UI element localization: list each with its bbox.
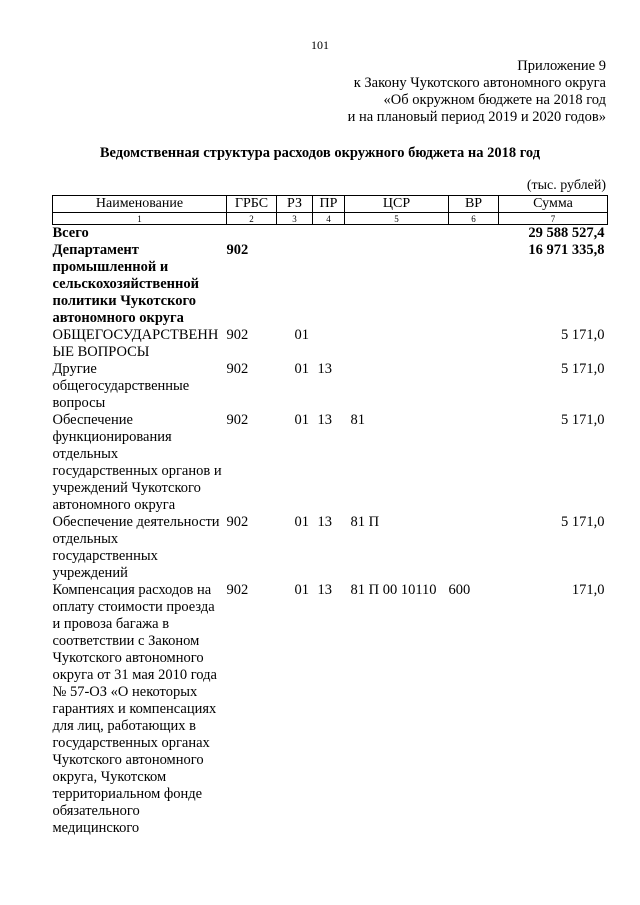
row-sum: 171,0	[571, 582, 605, 598]
row-grbs: 902	[226, 412, 249, 428]
row-sum: 5 171,0	[561, 361, 605, 377]
row-vr	[449, 412, 499, 514]
appendix-header	[348, 58, 606, 126]
row-grbs: 902	[226, 514, 249, 530]
row-csr	[345, 225, 449, 243]
row-sum: 29 588 527,4	[528, 225, 605, 241]
row-csr: 81 П 00 10110	[350, 582, 437, 598]
table-row	[53, 225, 608, 243]
table-row	[53, 327, 608, 361]
column-number: 5	[345, 213, 449, 225]
table-row	[53, 412, 608, 514]
row-pr	[313, 242, 345, 327]
column-number: 2	[227, 213, 277, 225]
row-csr: 81 П	[350, 514, 380, 530]
budget-table	[52, 195, 608, 837]
appendix-line-1: Приложение 9	[517, 58, 606, 74]
appendix-line-4: и на плановый период 2019 и 2020 годов»	[347, 109, 606, 125]
row-name: Всего	[52, 225, 89, 241]
header-rz: РЗ	[277, 196, 313, 213]
column-number: 7	[499, 213, 608, 225]
row-sum: 5 171,0	[561, 327, 605, 343]
table-row	[53, 514, 608, 582]
row-rz: 01	[294, 412, 309, 428]
row-grbs	[227, 225, 277, 243]
row-name: Другие общегосударственные вопросы	[52, 361, 190, 411]
row-vr	[449, 225, 499, 243]
row-vr	[449, 361, 499, 412]
column-number: 3	[277, 213, 313, 225]
row-name: Департамент промышленной и сельскохозяйственной политики Чукотского автономного округа	[52, 242, 199, 326]
row-grbs: 902	[226, 361, 249, 377]
column-numbering-row	[53, 213, 608, 225]
row-pr: 13	[317, 412, 332, 428]
row-rz: 01	[294, 514, 309, 530]
row-csr	[345, 361, 449, 412]
row-csr	[345, 242, 449, 327]
column-number: 6	[449, 213, 499, 225]
row-name: Обеспечение деятельности отдельных государственных учреждений	[52, 514, 220, 581]
table-row	[53, 361, 608, 412]
row-csr	[345, 327, 449, 361]
header-name: Наименование	[53, 196, 227, 213]
row-sum: 5 171,0	[561, 514, 605, 530]
row-pr: 13	[317, 514, 332, 530]
header-sum: Сумма	[499, 196, 608, 213]
row-grbs: 902	[226, 242, 249, 258]
row-sum: 16 971 335,8	[528, 242, 605, 258]
column-number: 1	[53, 213, 227, 225]
row-rz	[277, 242, 313, 327]
table-row	[53, 582, 608, 837]
row-rz: 01	[294, 582, 309, 598]
units-label: (тыс. рублей)	[526, 178, 606, 193]
page-number: 101	[311, 38, 329, 52]
row-vr	[449, 514, 499, 582]
header-pr: ПР	[313, 196, 345, 213]
row-sum: 5 171,0	[561, 412, 605, 428]
row-rz	[277, 225, 313, 243]
row-name: ОБЩЕГОСУДАРСТВЕННЫЕ ВОПРОСЫ	[52, 327, 219, 360]
row-csr: 81	[350, 412, 365, 428]
appendix-line-2: к Закону Чукотского автономного округа	[353, 75, 606, 91]
header-vr: ВР	[449, 196, 499, 213]
table-row	[53, 242, 608, 327]
header-csr: ЦСР	[345, 196, 449, 213]
row-grbs: 902	[226, 327, 249, 343]
row-rz: 01	[294, 327, 309, 343]
header-grbs: ГРБС	[227, 196, 277, 213]
row-vr	[449, 327, 499, 361]
row-pr	[313, 225, 345, 243]
row-name: Обеспечение функционирования отдельных государственных органов и учреждений Чукотского автономного округа	[52, 412, 222, 513]
row-rz: 01	[294, 361, 309, 377]
document-title: Ведомственная структура расходов окружного бюджета на 2018 год	[99, 145, 541, 161]
row-pr: 13	[317, 582, 332, 598]
table-body	[53, 225, 608, 838]
row-grbs: 902	[226, 582, 249, 598]
row-pr: 13	[317, 361, 332, 377]
row-name: Компенсация расходов на оплату стоимости проезда и провоза багажа в соответствии с Законом Чукотского автономного округа от 31 мая 2010 года № 57-ОЗ «О некоторых гарантиях и компенсациях для лиц, работающих в государственных органах Чукотского автономного округа, Чукотском территориальном фонде обязательного медицинского	[52, 582, 217, 836]
column-number: 4	[313, 213, 345, 225]
row-vr: 600	[448, 582, 471, 598]
row-pr	[313, 327, 345, 361]
header-row	[53, 196, 608, 213]
appendix-line-3: «Об окружном бюджете на 2018 год	[383, 92, 606, 108]
row-vr	[449, 242, 499, 327]
